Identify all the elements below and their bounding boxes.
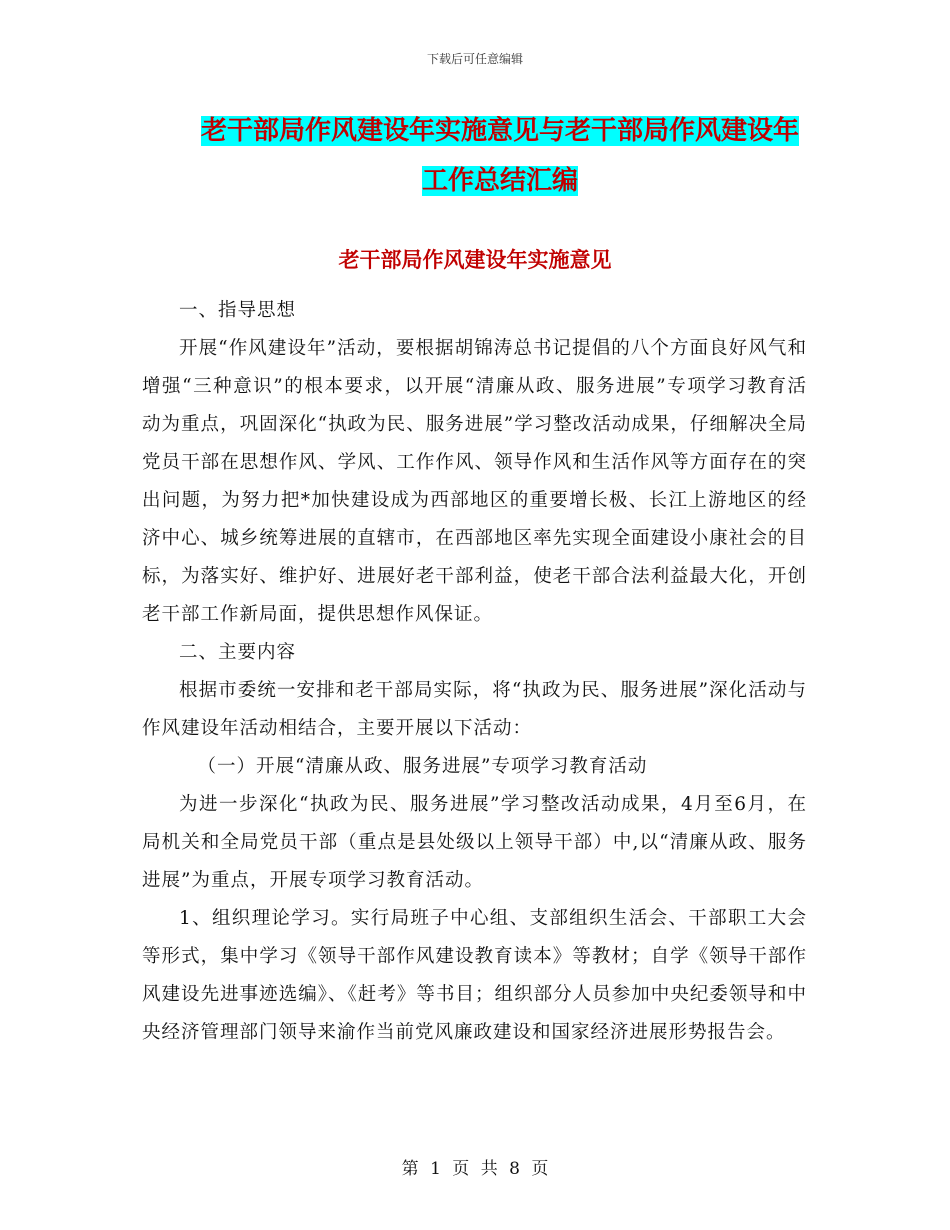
document-title-line-1: 老干部局作风建设年实施意见与老干部局作风建设年 <box>200 116 799 146</box>
paragraph-theory-study: 1、组织理论学习。实行局班子中心组、支部组织生活会、干部职工大会等形式，集中学习《领导干部作风建设教育读本》等教材；自学《领导干部作风建设先进事迹选编》、《赶考》等书目；组织部分人员参加中央纪委领导和中央经济管理部门领导来渝作当前党风廉政建设和国家经济进展形势报告会。 <box>142 908 807 1043</box>
paragraph-activity-1: 为进一步深化“执政为民、服务进展”学习整改活动成果，4月至6月，在局机关和全局党员干部（重点是县处级以上领导干部）中,以“清廉从政、服务进展”为重点，开展专项学习教育活动。 <box>142 794 807 891</box>
document-body <box>142 292 807 1052</box>
document-title-line-2: 工作总结汇编 <box>421 166 578 196</box>
subheading-activity-1: （一）开展“清廉从政、服务进展”专项学习教育活动 <box>197 756 648 777</box>
section-title: 老干部局作风建设年实施意见 <box>338 248 612 272</box>
paragraph-guiding-thought: 开展“作风建设年”活动，要根据胡锦涛总书记提倡的八个方面良好风气和增强“三种意识”的根本要求，以开展“清廉从政、服务进展”专项学习教育活动为重点，巩固深化“执政为民、服务进展”学习整改活动成果，仔细解决全局党员干部在思想作风、学风、工作作风、领导作风和生活作风等方面存在的突出问题，为努力把*加快建设成为西部地区的重要增长极、长江上游地区的经济中心、城乡统筹进展的直辖市，在西部地区率先实现全面建设小康社会的目标，为落实好、维护好、进展好老干部利益，使老干部合法利益最大化，开创老干部工作新局面，提供思想作风保证。 <box>142 338 807 625</box>
page-footer: 第 1 页 共 8 页 <box>401 1159 549 1179</box>
heading-main-content: 二、主要内容 <box>179 642 297 663</box>
document-title <box>190 106 810 206</box>
paragraph-main-content: 根据市委统一安排和老干部局实际，将“执政为民、服务进展”深化活动与作风建设年活动相结合，主要开展以下活动： <box>142 680 807 739</box>
heading-guiding-thought: 一、指导思想 <box>179 300 297 321</box>
header-note: 下载后可任意编辑 <box>426 52 523 66</box>
